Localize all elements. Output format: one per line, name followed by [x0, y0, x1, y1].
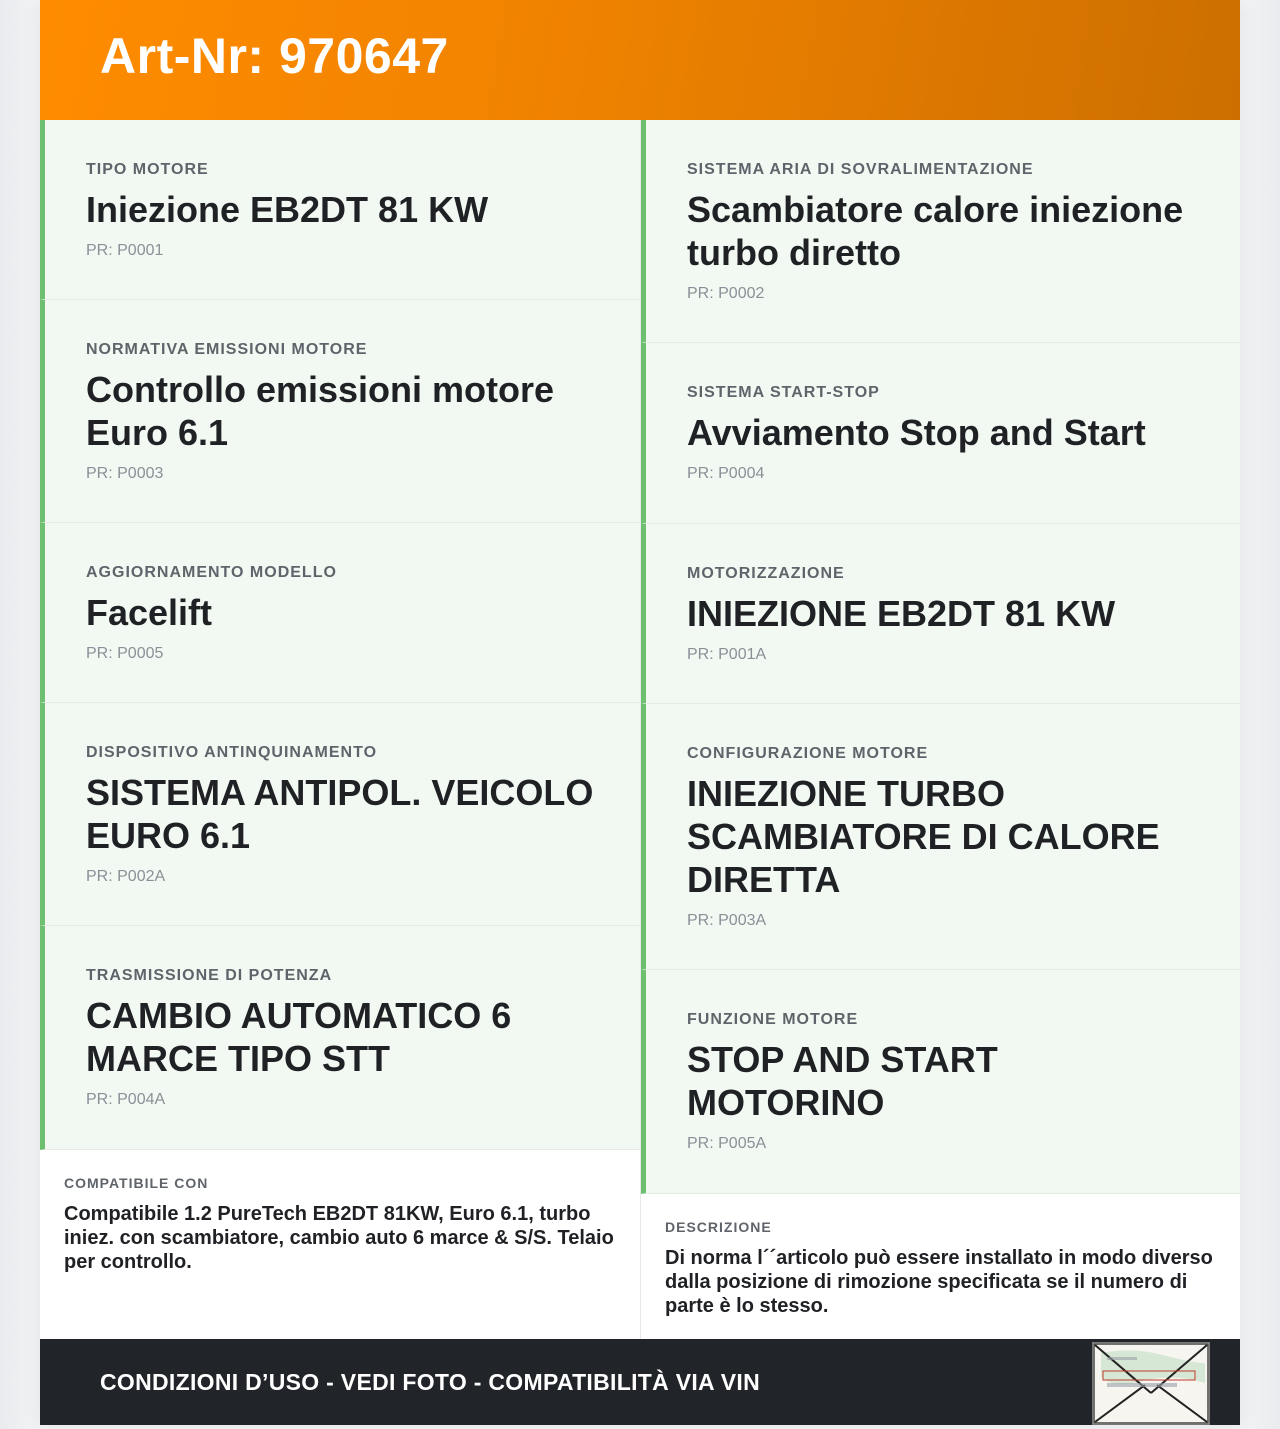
spec-item-dispositivo-antinquinamento — [40, 703, 640, 926]
spec-value: Facelift — [86, 592, 213, 633]
footer-text: CONDIZIONI D’USO - VEDI FOTO - COMPATIBILITÀ VIA VIN — [100, 1369, 761, 1395]
envelope-stamp-icon — [1092, 1342, 1210, 1425]
spec-value: STOP AND START MOTORINO — [687, 1039, 998, 1123]
spec-item-normativa-emissioni — [40, 300, 640, 523]
spec-value: CAMBIO AUTOMATICO 6 MARCE TIPO STT — [86, 995, 512, 1079]
right-column — [640, 120, 1240, 1339]
spec-code: PR: P0003 — [86, 465, 164, 482]
envelope-stamp-graphic — [1093, 1343, 1209, 1424]
spec-item-sistema-aria — [641, 120, 1240, 343]
spec-label: MOTORIZZAZIONE — [687, 565, 845, 582]
spec-code: PR: P004A — [86, 1091, 166, 1108]
spec-item-start-stop — [641, 343, 1240, 524]
spec-item-aggiornamento-modello — [40, 523, 640, 703]
product-card — [40, 0, 1240, 1425]
spec-label: DISPOSITIVO ANTINQUINAMENTO — [86, 744, 378, 761]
spec-value: Iniezione EB2DT 81 KW — [86, 189, 489, 230]
spec-value: Controllo emissioni motore Euro 6.1 — [86, 369, 555, 453]
spec-value: INIEZIONE TURBO SCAMBIATORE DI CALORE DIRETTA — [687, 773, 1160, 900]
spec-value: Avviamento Stop and Start — [687, 412, 1146, 453]
spec-code: PR: P0001 — [86, 242, 164, 259]
spec-label: AGGIORNAMENTO MODELLO — [86, 564, 337, 581]
spec-code: PR: P002A — [86, 868, 166, 885]
left-column — [40, 120, 640, 1339]
spec-label: SISTEMA ARIA DI SOVRALIMENTAZIONE — [687, 161, 1034, 178]
spec-value: INIEZIONE EB2DT 81 KW — [687, 593, 1116, 634]
footer — [40, 1339, 1240, 1425]
spec-label: CONFIGURAZIONE MOTORE — [687, 745, 929, 762]
spec-item-motorizzazione — [641, 524, 1240, 704]
page-title: Art-Nr: 970647 — [100, 28, 449, 84]
description-text: Di norma l´´articolo può essere installato in modo diverso dalla posizione di rimozione specificata se il numero di parte è lo stesso. — [665, 1247, 1213, 1317]
spec-value: Scambiatore calore iniezione turbo diretto — [687, 189, 1184, 273]
compatibility-text: Compatibile 1.2 PureTech EB2DT 81KW, Euro 6.1, turbo iniez. con scambiatore, cambio auto 6 marce & S/S. Telaio per controllo. — [64, 1203, 614, 1273]
spec-item-tipo-motore — [40, 120, 640, 300]
spec-item-funzione-motore — [641, 970, 1240, 1194]
compatibility-label: COMPATIBILE CON — [64, 1175, 209, 1191]
spec-label: NORMATIVA EMISSIONI MOTORE — [86, 341, 368, 358]
spec-code: PR: P001A — [687, 646, 767, 663]
spec-code: PR: P003A — [687, 912, 767, 929]
spec-label: FUNZIONE MOTORE — [687, 1011, 859, 1028]
compatibility-section — [40, 1150, 640, 1339]
spec-code: PR: P0004 — [687, 465, 765, 482]
spec-code: PR: P005A — [687, 1135, 767, 1152]
description-section — [641, 1194, 1240, 1339]
description-label: DESCRIZIONE — [665, 1219, 772, 1235]
spec-item-configurazione-motore — [641, 704, 1240, 970]
spec-label: TIPO MOTORE — [86, 161, 209, 178]
spec-code: PR: P0002 — [687, 285, 765, 302]
header — [40, 0, 1240, 120]
spec-label: SISTEMA START-STOP — [687, 384, 880, 401]
spec-label: TRASMISSIONE DI POTENZA — [86, 967, 333, 984]
spec-columns — [40, 120, 1240, 1339]
spec-item-trasmissione — [40, 926, 640, 1150]
spec-code: PR: P0005 — [86, 645, 164, 662]
spec-value: SISTEMA ANTIPOL. VEICOLO EURO 6.1 — [86, 772, 594, 856]
